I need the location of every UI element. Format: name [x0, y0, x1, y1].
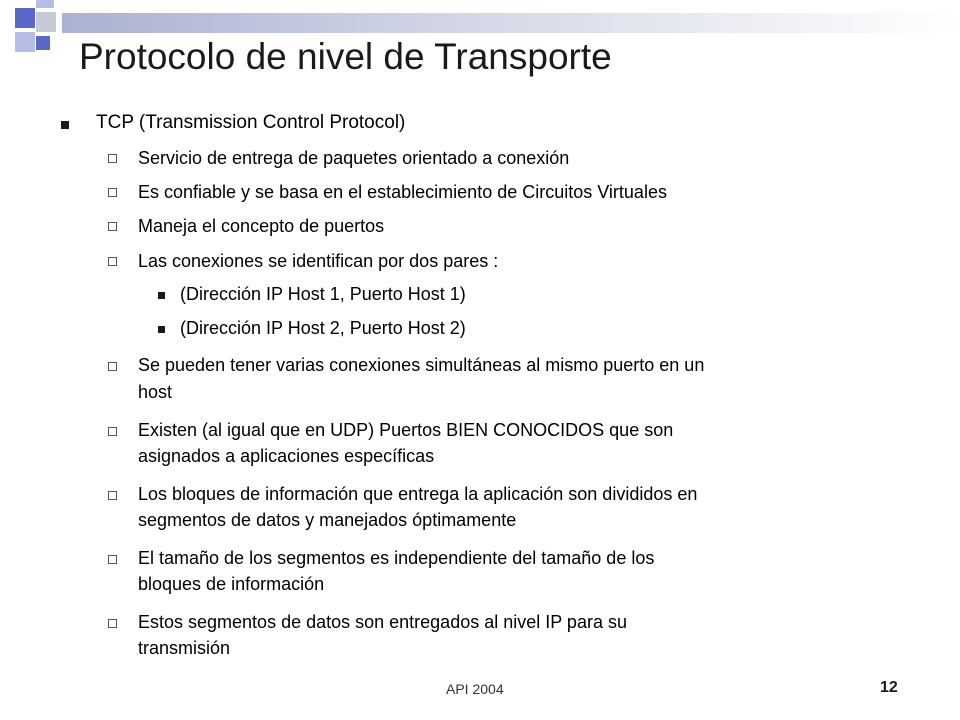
decor-square — [36, 0, 54, 8]
list-item: Servicio de entrega de paquetes orientado a conexión — [138, 148, 570, 168]
decor-square — [36, 36, 50, 50]
bullet-small-icon — [158, 326, 165, 333]
footer-label: API 2004 — [446, 681, 504, 697]
bullet-hollow-icon — [108, 257, 117, 266]
decor-square — [36, 12, 56, 32]
slide-title: Protocolo de nivel de Transporte — [79, 36, 612, 77]
list-item-continuation: transmisión — [138, 638, 231, 658]
bullet-hollow-icon — [108, 188, 117, 197]
list-item: Maneja el concepto de puertos — [138, 216, 385, 236]
bullet-hollow-icon — [108, 427, 117, 436]
list-item-continuation: segmentos de datos y manejados óptimamente — [138, 510, 517, 530]
bullet-small-icon — [158, 292, 165, 299]
page-number: 12 — [880, 679, 898, 696]
list-item-continuation: host — [138, 382, 173, 402]
list-item-continuation: asignados a aplicaciones específicas — [138, 446, 435, 466]
sub-list-item: (Dirección IP Host 2, Puerto Host 2) — [180, 318, 466, 338]
list-item: Los bloques de información que entrega la aplicación son divididos en — [138, 484, 698, 504]
list-item: Se pueden tener varias conexiones simultáneas al mismo puerto en un — [138, 355, 705, 375]
bullet-hollow-icon — [108, 154, 117, 163]
bullet-hollow-icon — [108, 619, 117, 628]
bullet-hollow-icon — [108, 491, 117, 500]
list-item-continuation: bloques de información — [138, 574, 325, 594]
bullet-square-icon — [61, 121, 69, 129]
list-item: Estos segmentos de datos son entregados al nivel IP para su — [138, 612, 627, 632]
bullet-hollow-icon — [108, 222, 117, 231]
decor-square — [15, 8, 35, 28]
bullet-hollow-icon — [108, 555, 117, 564]
decor-square — [15, 32, 35, 52]
sub-list-item: (Dirección IP Host 1, Puerto Host 1) — [180, 284, 466, 304]
list-item: Las conexiones se identifican por dos pares : — [138, 251, 499, 271]
list-item: Existen (al igual que en UDP) Puertos BIEN CONOCIDOS que son — [138, 420, 674, 440]
level1-item: TCP (Transmission Control Protocol) — [96, 112, 406, 133]
list-item: El tamaño de los segmentos es independiente del tamaño de los — [138, 548, 655, 568]
list-item: Es confiable y se basa en el establecimiento de Circuitos Virtuales — [138, 182, 667, 202]
bullet-hollow-icon — [108, 362, 117, 371]
header-bar — [62, 13, 960, 33]
